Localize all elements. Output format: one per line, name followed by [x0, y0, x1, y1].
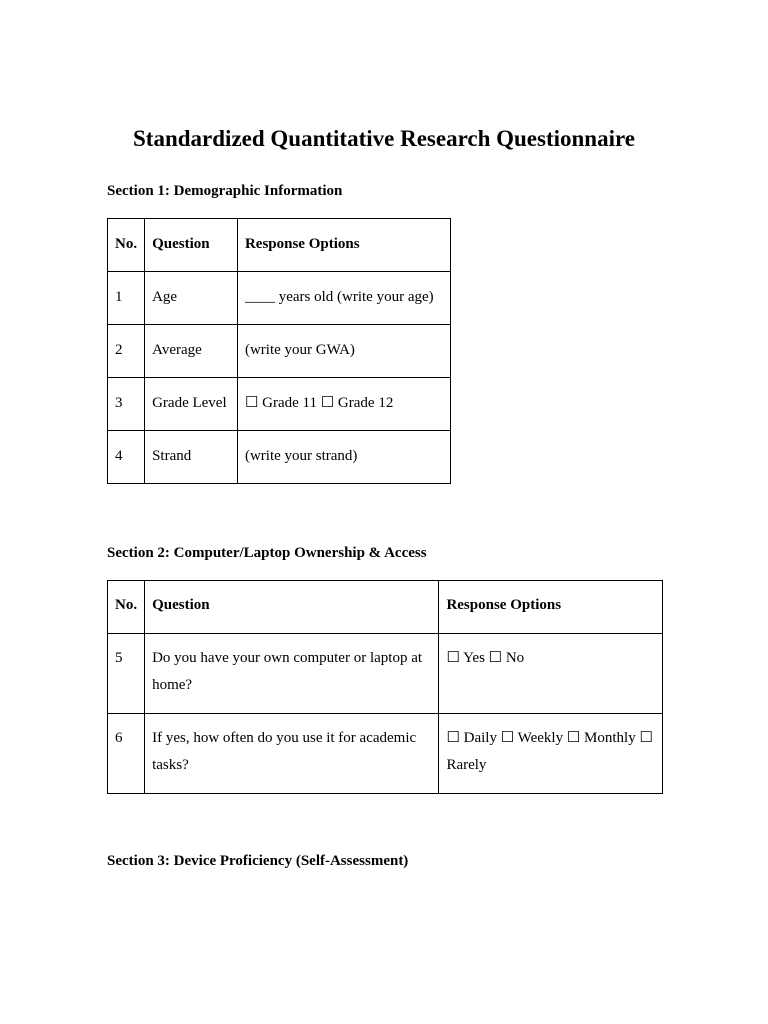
column-header-question: Question: [145, 219, 238, 272]
section-2-heading: Section 2: Computer/Laptop Ownership & Access: [107, 545, 427, 561]
question-text: Do you have your own computer or laptop at home?: [145, 634, 439, 714]
table-row: [108, 634, 663, 714]
ownership-access-table: [107, 580, 663, 794]
demographic-table: [107, 218, 451, 484]
table-row: [108, 431, 451, 484]
response-options: ____ years old (write your age): [237, 272, 450, 325]
response-options: ☐ Yes ☐ No: [439, 634, 663, 714]
table-header-row: [108, 581, 663, 634]
table-row: [108, 714, 663, 794]
response-options: (write your GWA): [237, 325, 450, 378]
table-row: [108, 325, 451, 378]
section-3-heading: Section 3: Device Proficiency (Self-Assessment): [107, 853, 409, 869]
column-header-question: Question: [145, 581, 439, 634]
response-options: ☐ Daily ☐ Weekly ☐ Monthly ☐ Rarely: [439, 714, 663, 794]
question-number: 2: [108, 325, 145, 378]
table-row: [108, 272, 451, 325]
question-number: 4: [108, 431, 145, 484]
question-text: Grade Level: [145, 378, 238, 431]
response-options: ☐ Grade 11 ☐ Grade 12: [237, 378, 450, 431]
column-header-no: No.: [108, 581, 145, 634]
column-header-no: No.: [108, 219, 145, 272]
question-text: If yes, how often do you use it for academic tasks?: [145, 714, 439, 794]
question-text: Strand: [145, 431, 238, 484]
column-header-response-options: Response Options: [439, 581, 663, 634]
question-number: 1: [108, 272, 145, 325]
column-header-response-options: Response Options: [237, 219, 450, 272]
question-number: 6: [108, 714, 145, 794]
response-options: (write your strand): [237, 431, 450, 484]
question-number: 5: [108, 634, 145, 714]
question-text: Age: [145, 272, 238, 325]
page-title: Standardized Quantitative Research Questionnaire: [133, 126, 635, 151]
table-header-row: [108, 219, 451, 272]
table-row: [108, 378, 451, 431]
question-text: Average: [145, 325, 238, 378]
section-1-heading: Section 1: Demographic Information: [107, 183, 343, 199]
question-number: 3: [108, 378, 145, 431]
